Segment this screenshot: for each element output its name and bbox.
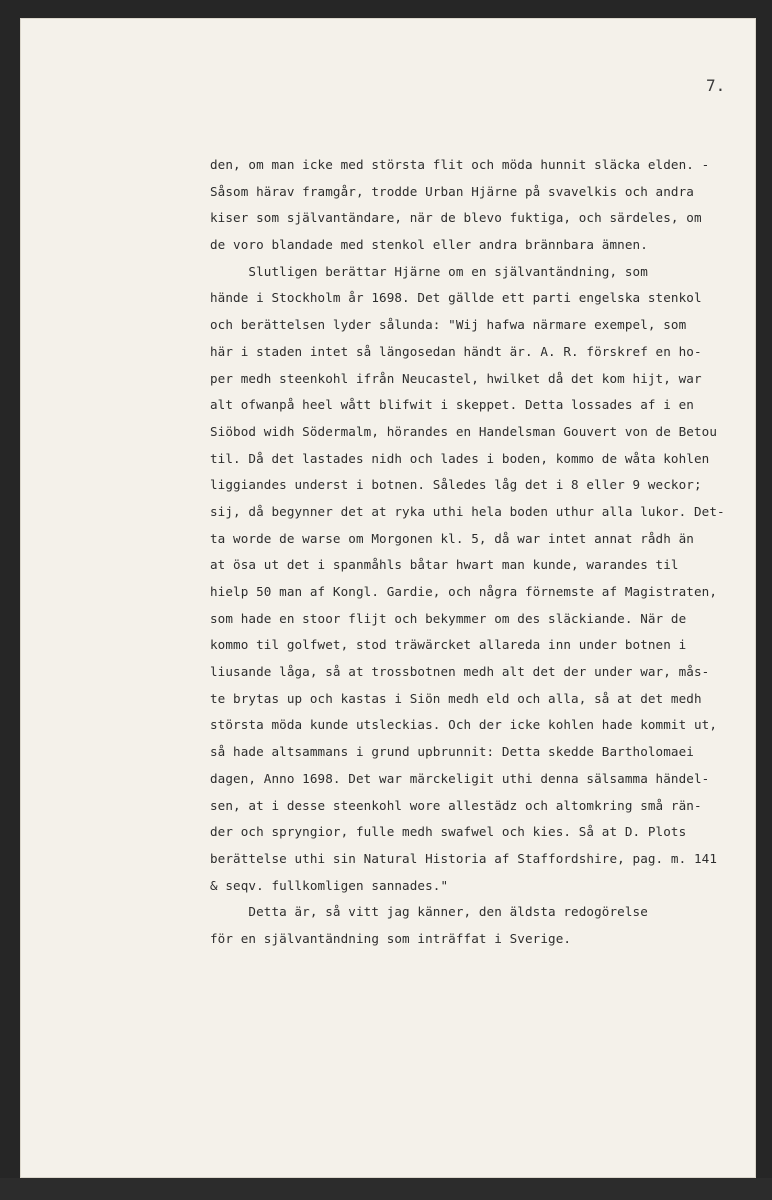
text-line: Detta är, så vitt jag känner, den äldsta redogörelse (210, 904, 648, 920)
text-line: här i staden intet så längosedan händt är. A. R. förskref en ho- (210, 343, 702, 359)
text-line: den, om man icke med största flit och möda hunnit släcka elden. - (210, 157, 710, 172)
document-page (20, 18, 756, 1178)
text-line: kiser som självantändare, när de blevo fuktiga, och särdeles, om (210, 210, 702, 226)
text-line: och berättelsen lyder sålunda: "Wij hafwa närmare exempel, som (210, 317, 687, 333)
text-line: som hade en stoor flijt och bekymmer om des släckiande. När de (210, 610, 687, 626)
text-line: der och spryngior, fulle medh swafwel och kies. Så at D. Plots (210, 824, 687, 840)
text-line: & seqv. fullkomligen sannades." (210, 877, 449, 893)
page-number: 7. (706, 76, 726, 95)
text-line: Såsom härav framgår, trodde Urban Hjärne på svavelkis och andra (210, 183, 694, 199)
text-line: hände i Stockholm år 1698. Det gällde ett parti engelska stenkol (210, 290, 702, 306)
text-line: dagen, Anno 1698. Det war märckeligit uthi denna sälsamma händel- (210, 770, 710, 786)
text-line: största möda kunde utsleckias. Och der icke kohlen hade kommit ut, (210, 717, 718, 733)
text-line: til. Då det lastades nidh och lades i boden, kommo de wåta kohlen (210, 450, 710, 466)
text-line: ta worde de warse om Morgonen kl. 5, då war intet annat rådh än (210, 530, 694, 546)
text-line: berättelse uthi sin Natural Historia af Staffordshire, pag. m. 141 (210, 850, 718, 866)
text-line: sij, då begynner det at ryka uthi hela boden uthur alla lukor. Det- (210, 503, 725, 519)
text-line: sen, at i desse steenkohl wore allestädz och altomkring små rän- (210, 797, 702, 813)
text-line: hielp 50 man af Kongl. Gardie, och några förnemste af Magistraten, (210, 584, 718, 599)
text-line: per medh steenkohl ifrån Neucastel, hwilket då det kom hijt, war (210, 370, 702, 386)
text-line: de voro blandade med stenkol eller andra brännbara ämnen. (210, 237, 648, 253)
text-line: kommo til golfwet, stod träwärcket allareda inn under botnen i (210, 637, 687, 653)
text-line: Slutligen berättar Hjärne om en självantändning, som (210, 263, 648, 279)
scan-border (0, 1178, 772, 1200)
text-line: liusande låga, så at trossbotnen medh alt det der under war, mås- (210, 664, 710, 680)
text-line: Siöbod widh Södermalm, hörandes en Handelsman Gouvert von de Betou (210, 423, 718, 439)
text-line: för en självantändning som inträffat i Sverige. (210, 930, 572, 946)
body-text (210, 152, 750, 953)
text-line: liggiandes underst i botnen. Således låg det i 8 eller 9 weckor; (210, 477, 702, 493)
text-line: te brytas up och kastas i Siön medh eld och alla, så at det medh (210, 690, 702, 706)
text-line: alt ofwanpå heel wått blifwit i skeppet. Detta lossades af i en (210, 397, 694, 413)
text-line: at ösa ut det i spanmåhls båtar hwart man kunde, warandes til (210, 557, 679, 573)
text-line: så hade altsammans i grund upbrunnit: Detta skedde Bartholomaei (210, 744, 694, 760)
